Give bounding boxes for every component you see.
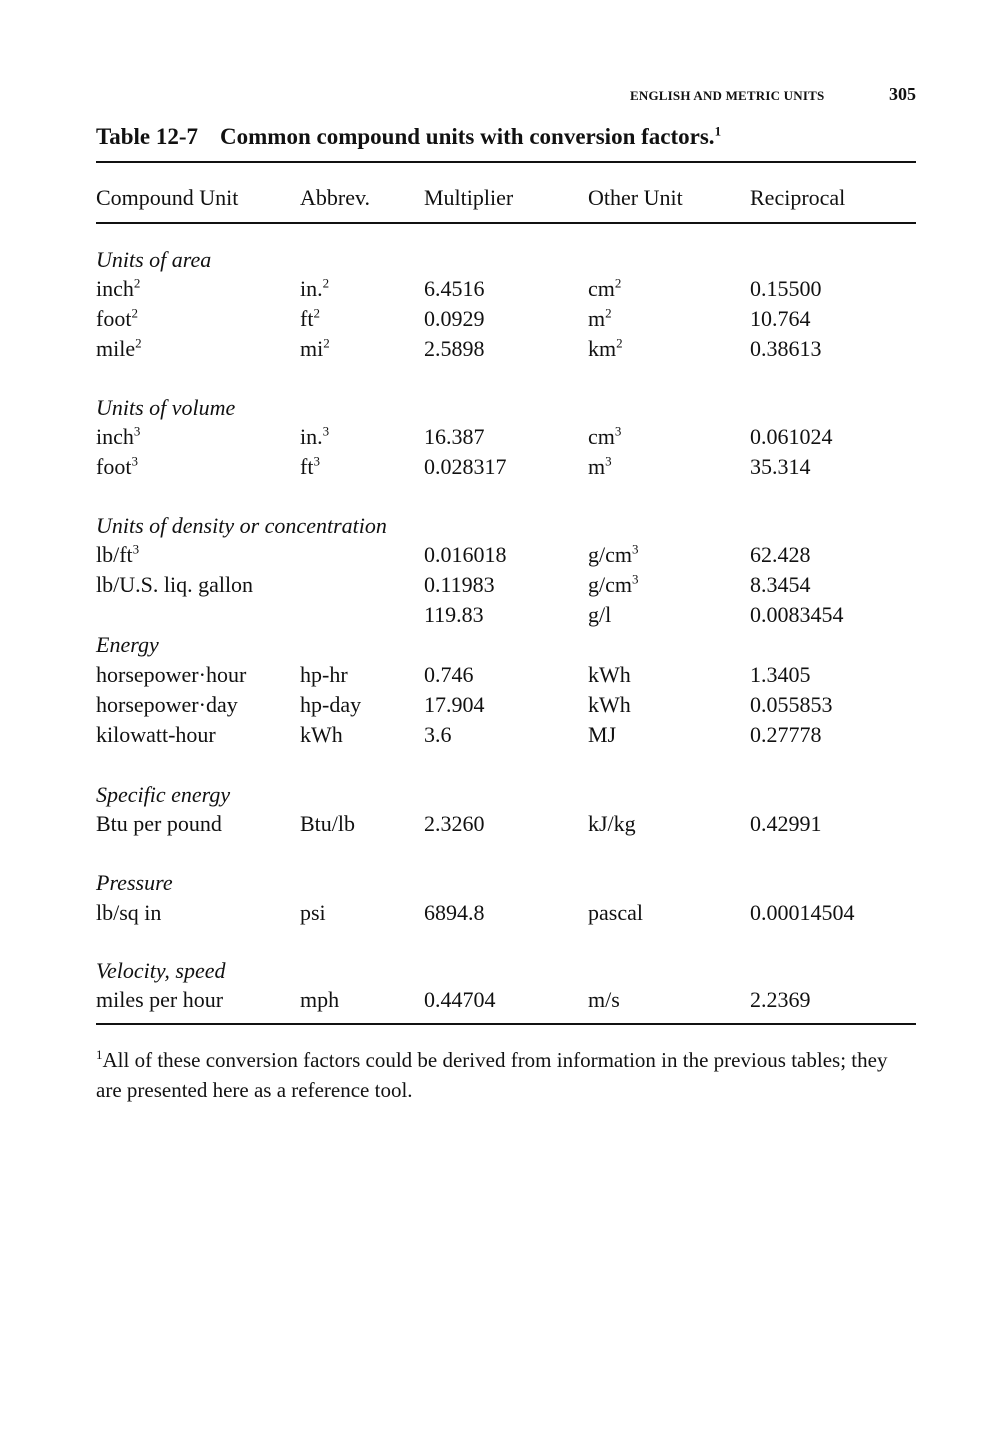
cell-reciprocal: 62.428: [750, 542, 811, 567]
cell-reciprocal: 8.3454: [750, 572, 811, 597]
cell-compound-unit: $lb/ft^3$: [96, 541, 140, 567]
table-bottom-rule: [96, 1023, 916, 1025]
cell-reciprocal: 10.764: [750, 306, 811, 331]
cell-reciprocal: 0.42991: [750, 811, 822, 836]
cell-other-unit: m/s: [588, 987, 620, 1012]
cell-other-unit: $km^2$: [588, 335, 623, 361]
cell-compound-unit: miles per hour: [96, 987, 224, 1012]
section-title: Energy: [96, 632, 159, 657]
cell-abbrev: $ft^3$: [300, 453, 320, 479]
footnote-marker: 1: [96, 1047, 103, 1062]
cell-abbrev: $ft^2$: [300, 305, 320, 331]
section-title: Velocity, speed: [96, 958, 226, 983]
page-number: 305: [889, 84, 916, 104]
table-top-rule: [96, 161, 916, 163]
section-title: Pressure: [96, 870, 173, 895]
cell-multiplier: 0.0929: [424, 306, 485, 331]
cell-reciprocal: 0.15500: [750, 276, 822, 301]
cell-abbrev: in.$^2$: [300, 275, 330, 301]
cell-reciprocal: 0.061024: [750, 424, 833, 449]
cell-abbrev: in.$^3$: [300, 423, 330, 449]
cell-other-unit: $cm^3$: [588, 423, 622, 449]
cell-other-unit: $g/cm^3$: [588, 541, 639, 567]
cell-other-unit: kWh: [588, 692, 631, 717]
footnote-text: All of these conversion factors could be derived from information in the previous tables; they are presented here as a reference tool.: [96, 1048, 888, 1102]
cell-other-unit: kWh: [588, 662, 631, 687]
running-head-title: ENGLISH AND METRIC UNITS: [630, 88, 825, 103]
cell-multiplier: 6894.8: [424, 900, 485, 925]
cell-other-unit: $m^3$: [588, 453, 612, 479]
cell-abbrev: mph: [300, 987, 340, 1012]
table-caption-label: Table 12-7: [96, 124, 199, 149]
cell-abbrev: Btu/lb: [300, 811, 356, 836]
cell-other-unit: kJ/kg: [588, 811, 636, 836]
section-title: Units of area: [96, 247, 212, 272]
table-footnote: [96, 1045, 918, 1105]
cell-multiplier: 17.904: [424, 692, 485, 717]
cell-compound-unit: lb/U.S. liq. gallon: [96, 572, 254, 597]
column-header-reciprocal: Reciprocal: [750, 185, 846, 210]
table-caption-text: Common compound units with conversion factors.: [220, 124, 715, 149]
cell-compound-unit: horsepower·hour: [96, 662, 247, 687]
section-title: Units of volume: [96, 395, 236, 420]
cell-reciprocal: 0.055853: [750, 692, 833, 717]
cell-other-unit: $cm^2$: [588, 275, 622, 301]
cell-reciprocal: 35.314: [750, 454, 811, 479]
column-header-abbrev: Abbrev.: [300, 185, 371, 210]
cell-compound-unit: kilowatt-hour: [96, 722, 216, 747]
cell-multiplier: 2.3260: [424, 811, 485, 836]
cell-multiplier: 6.4516: [424, 276, 485, 301]
cell-compound-unit: inch$^3$: [96, 423, 141, 449]
cell-reciprocal: 0.38613: [750, 336, 822, 361]
cell-compound-unit: foot$^3$: [96, 453, 138, 479]
cell-abbrev: psi: [300, 900, 326, 925]
running-head: [630, 84, 916, 105]
cell-compound-unit: Btu per pound: [96, 811, 222, 836]
cell-reciprocal: 0.00014504: [750, 900, 855, 925]
cell-multiplier: 0.746: [424, 662, 474, 687]
cell-other-unit: MJ: [588, 722, 617, 747]
section-title: Units of density or concentration: [96, 513, 387, 538]
cell-multiplier: 0.11983: [424, 572, 495, 597]
cell-multiplier: 2.5898: [424, 336, 485, 361]
cell-reciprocal: 0.27778: [750, 722, 822, 747]
header-bottom-rule: [96, 222, 916, 224]
cell-compound-unit: horsepower·day: [96, 692, 238, 717]
cell-other-unit: $m^2$: [588, 305, 612, 331]
cell-abbrev: $mi^2$: [300, 335, 330, 361]
cell-reciprocal: 0.0083454: [750, 602, 844, 627]
cell-reciprocal: 1.3405: [750, 662, 811, 687]
column-header-multiplier: Multiplier: [424, 185, 514, 210]
section-title: Specific energy: [96, 782, 231, 807]
cell-compound-unit: lb/sq in: [96, 900, 162, 925]
column-header-compound-unit: Compound Unit: [96, 185, 239, 210]
cell-multiplier: 119.83: [424, 602, 484, 627]
cell-multiplier: 0.028317: [424, 454, 507, 479]
cell-compound-unit: mile$^2$: [96, 335, 142, 361]
cell-abbrev: hp-day: [300, 692, 362, 717]
cell-abbrev: kWh: [300, 722, 343, 747]
cell-compound-unit: foot$^2$: [96, 305, 138, 331]
cell-abbrev: hp-hr: [300, 662, 348, 687]
cell-other-unit: $g/cm^3$: [588, 571, 639, 597]
cell-reciprocal: 2.2369: [750, 987, 811, 1012]
table-caption-note-marker: 1: [714, 123, 722, 139]
cell-other-unit: g/l: [588, 602, 612, 627]
cell-compound-unit: inch$^2$: [96, 275, 141, 301]
column-header-other-unit: Other Unit: [588, 185, 683, 210]
table-caption: [96, 124, 721, 150]
cell-multiplier: 0.016018: [424, 542, 507, 567]
cell-multiplier: 16.387: [424, 424, 485, 449]
cell-multiplier: 3.6: [424, 722, 452, 747]
cell-other-unit: pascal: [588, 900, 643, 925]
cell-multiplier: 0.44704: [424, 987, 496, 1012]
